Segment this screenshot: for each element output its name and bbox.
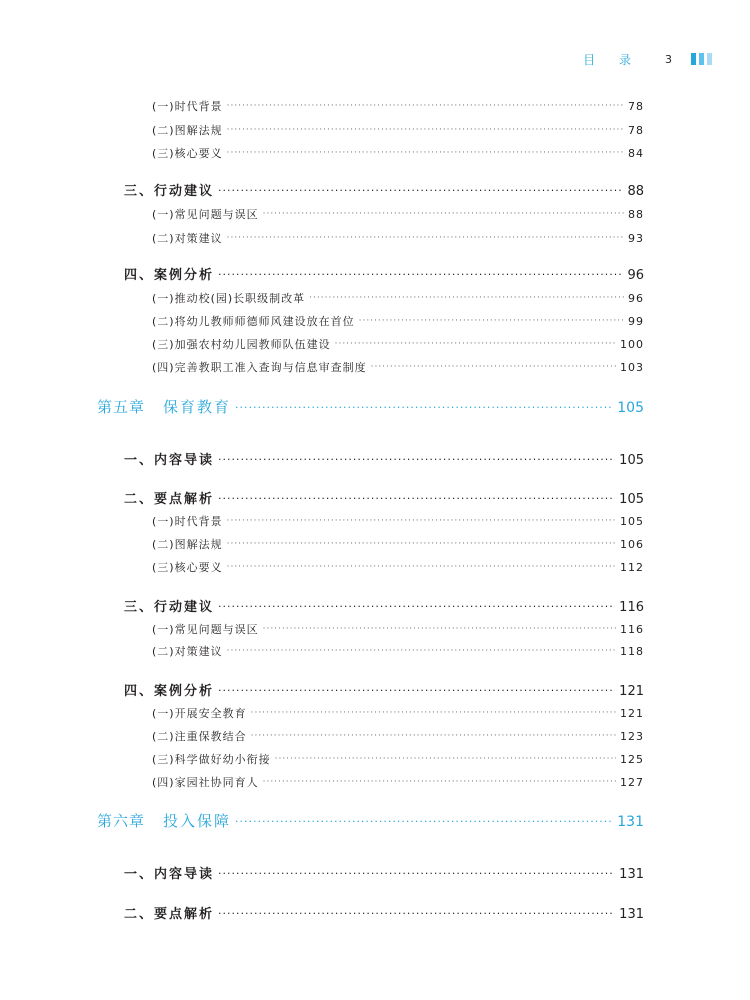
toc-entry-page: 127 (620, 776, 644, 789)
toc-entry[interactable] (152, 536, 644, 552)
toc-section-page: 116 (619, 600, 644, 615)
toc-entry-label: (一)常见问题与误区 (152, 208, 259, 221)
toc-section-label: 四、案例分析 (124, 268, 215, 283)
leader-dots (251, 731, 616, 740)
toc-section-label: 二、要点解析 (124, 907, 215, 922)
leader-dots (218, 453, 615, 464)
leader-dots (371, 362, 616, 371)
leader-dots (263, 624, 616, 633)
toc-entry-page: 99 (628, 315, 644, 328)
toc-entry-page: 112 (620, 561, 644, 574)
leader-dots (218, 907, 615, 918)
leader-dots (275, 754, 616, 763)
toc-entry-page: 103 (620, 361, 644, 374)
toc-entry-label: (三)加强农村幼儿园教师队伍建设 (152, 338, 331, 351)
toc-entry-label: (一)常见问题与误区 (152, 623, 259, 636)
toc-entry[interactable] (152, 728, 644, 744)
toc-entry-page: 125 (620, 753, 644, 766)
toc-entry-label: (三)核心要义 (152, 147, 223, 160)
toc-entry[interactable] (152, 621, 644, 637)
leader-dots (227, 125, 624, 134)
toc-entry-page: 116 (620, 623, 644, 636)
toc-entry-label: (二)对策建议 (152, 232, 223, 245)
chapter-number: 第五章 (97, 398, 146, 416)
chapter-number: 第六章 (97, 812, 146, 830)
toc-section-label: 二、要点解析 (124, 492, 215, 507)
toc-section[interactable] (124, 180, 644, 199)
toc-entry[interactable] (152, 705, 644, 721)
toc-entry[interactable] (152, 359, 644, 375)
toc-entry[interactable] (152, 751, 644, 767)
toc-entry[interactable] (152, 290, 644, 306)
toc-chapter-label (97, 810, 231, 831)
leader-dots (235, 815, 613, 826)
toc-entry-label: (三)科学做好幼小衔接 (152, 753, 271, 766)
toc-entry-page: 100 (620, 338, 644, 351)
toc-entry-page: 123 (620, 730, 644, 743)
toc-entry[interactable] (152, 559, 644, 575)
toc-section-label: 三、行动建议 (124, 184, 215, 199)
toc-entry-label: (二)对策建议 (152, 645, 223, 658)
leader-dots (359, 316, 624, 325)
toc-section-page: 131 (619, 867, 644, 882)
toc-entry-page: 78 (628, 124, 644, 137)
toc-section-label: 三、行动建议 (124, 600, 215, 615)
leader-dots (227, 646, 616, 655)
leader-dots (235, 401, 613, 412)
toc-entry-label: (二)图解法规 (152, 538, 223, 551)
running-header (583, 50, 712, 68)
leader-dots (227, 562, 616, 571)
leader-dots (227, 539, 616, 548)
toc-section-page: 105 (619, 492, 644, 507)
toc-chapter[interactable] (97, 396, 644, 417)
toc-section[interactable] (124, 264, 644, 283)
chapter-title: 投入保障 (163, 812, 232, 830)
leader-dots (218, 492, 615, 503)
leader-dots (263, 209, 624, 218)
toc-section-page: 96 (627, 268, 644, 283)
toc-section-label: 四、案例分析 (124, 684, 215, 699)
leader-dots (263, 777, 616, 786)
toc-entry-label: (四)家园社协同育人 (152, 776, 259, 789)
toc-entry[interactable] (152, 336, 644, 352)
toc-entry-page: 118 (620, 645, 644, 658)
toc-entry-page: 78 (628, 100, 644, 113)
toc-entry[interactable] (152, 643, 644, 659)
leader-dots (227, 516, 616, 525)
toc-chapter-page: 105 (617, 400, 644, 416)
header-decoration-bars (691, 53, 712, 65)
toc-entry-label: (一)开展安全教育 (152, 707, 247, 720)
leader-dots (218, 684, 615, 695)
toc-section[interactable] (124, 863, 644, 882)
toc-chapter-label (97, 396, 231, 417)
toc-entry-page: 121 (620, 707, 644, 720)
toc-entry-page: 96 (628, 292, 644, 305)
leader-dots (218, 867, 615, 878)
toc-entry-page: 84 (628, 147, 644, 160)
toc-entry[interactable] (152, 98, 644, 114)
toc-entry-label: (一)时代背景 (152, 515, 223, 528)
chapter-title: 保育教育 (163, 398, 232, 416)
leader-dots (227, 148, 624, 157)
toc-entry-label: (一)推动校(园)长职级制改革 (152, 292, 306, 305)
leader-dots (227, 233, 624, 242)
leader-dots (218, 268, 623, 279)
toc-section[interactable] (124, 449, 644, 468)
header-title: 目 录 (583, 52, 641, 67)
toc-section-page: 105 (619, 453, 644, 468)
toc-section[interactable] (124, 596, 644, 615)
toc-entry-label: (二)注重保教结合 (152, 730, 247, 743)
toc-entry[interactable] (152, 513, 644, 529)
toc-chapter-page: 131 (617, 814, 644, 830)
toc-entry[interactable] (152, 230, 644, 246)
toc-entry[interactable] (152, 774, 644, 790)
leader-dots (218, 600, 615, 611)
leader-dots (335, 339, 616, 348)
toc-entry-label: (二)将幼儿教师师德师风建设放在首位 (152, 315, 355, 328)
header-page-number: 3 (665, 52, 672, 66)
toc-entry[interactable] (152, 145, 644, 161)
toc-entry-label: (一)时代背景 (152, 100, 223, 113)
toc-entry[interactable] (152, 313, 644, 329)
toc-entry-label: (三)核心要义 (152, 561, 223, 574)
toc-section[interactable] (124, 903, 644, 922)
toc-section-page: 121 (619, 684, 644, 699)
toc-entry-label: (四)完善教职工准入查询与信息审查制度 (152, 361, 367, 374)
toc-entry[interactable] (152, 206, 644, 222)
toc-section-label: 一、内容导读 (124, 867, 215, 882)
toc-section-page: 131 (619, 907, 644, 922)
toc-section[interactable] (124, 680, 644, 699)
toc-entry[interactable] (152, 122, 644, 138)
toc-entry-page: 106 (620, 538, 644, 551)
toc-entry-page: 88 (628, 208, 644, 221)
leader-dots (227, 101, 624, 110)
toc-entry-page: 93 (628, 232, 644, 245)
toc-section-page: 88 (627, 184, 644, 199)
toc-entry-page: 105 (620, 515, 644, 528)
toc-chapter[interactable] (97, 810, 644, 831)
leader-dots (251, 708, 616, 717)
toc-section[interactable] (124, 488, 644, 507)
leader-dots (309, 293, 624, 302)
toc-section-label: 一、内容导读 (124, 453, 215, 468)
toc-entry-label: (二)图解法规 (152, 124, 223, 137)
leader-dots (218, 184, 623, 195)
